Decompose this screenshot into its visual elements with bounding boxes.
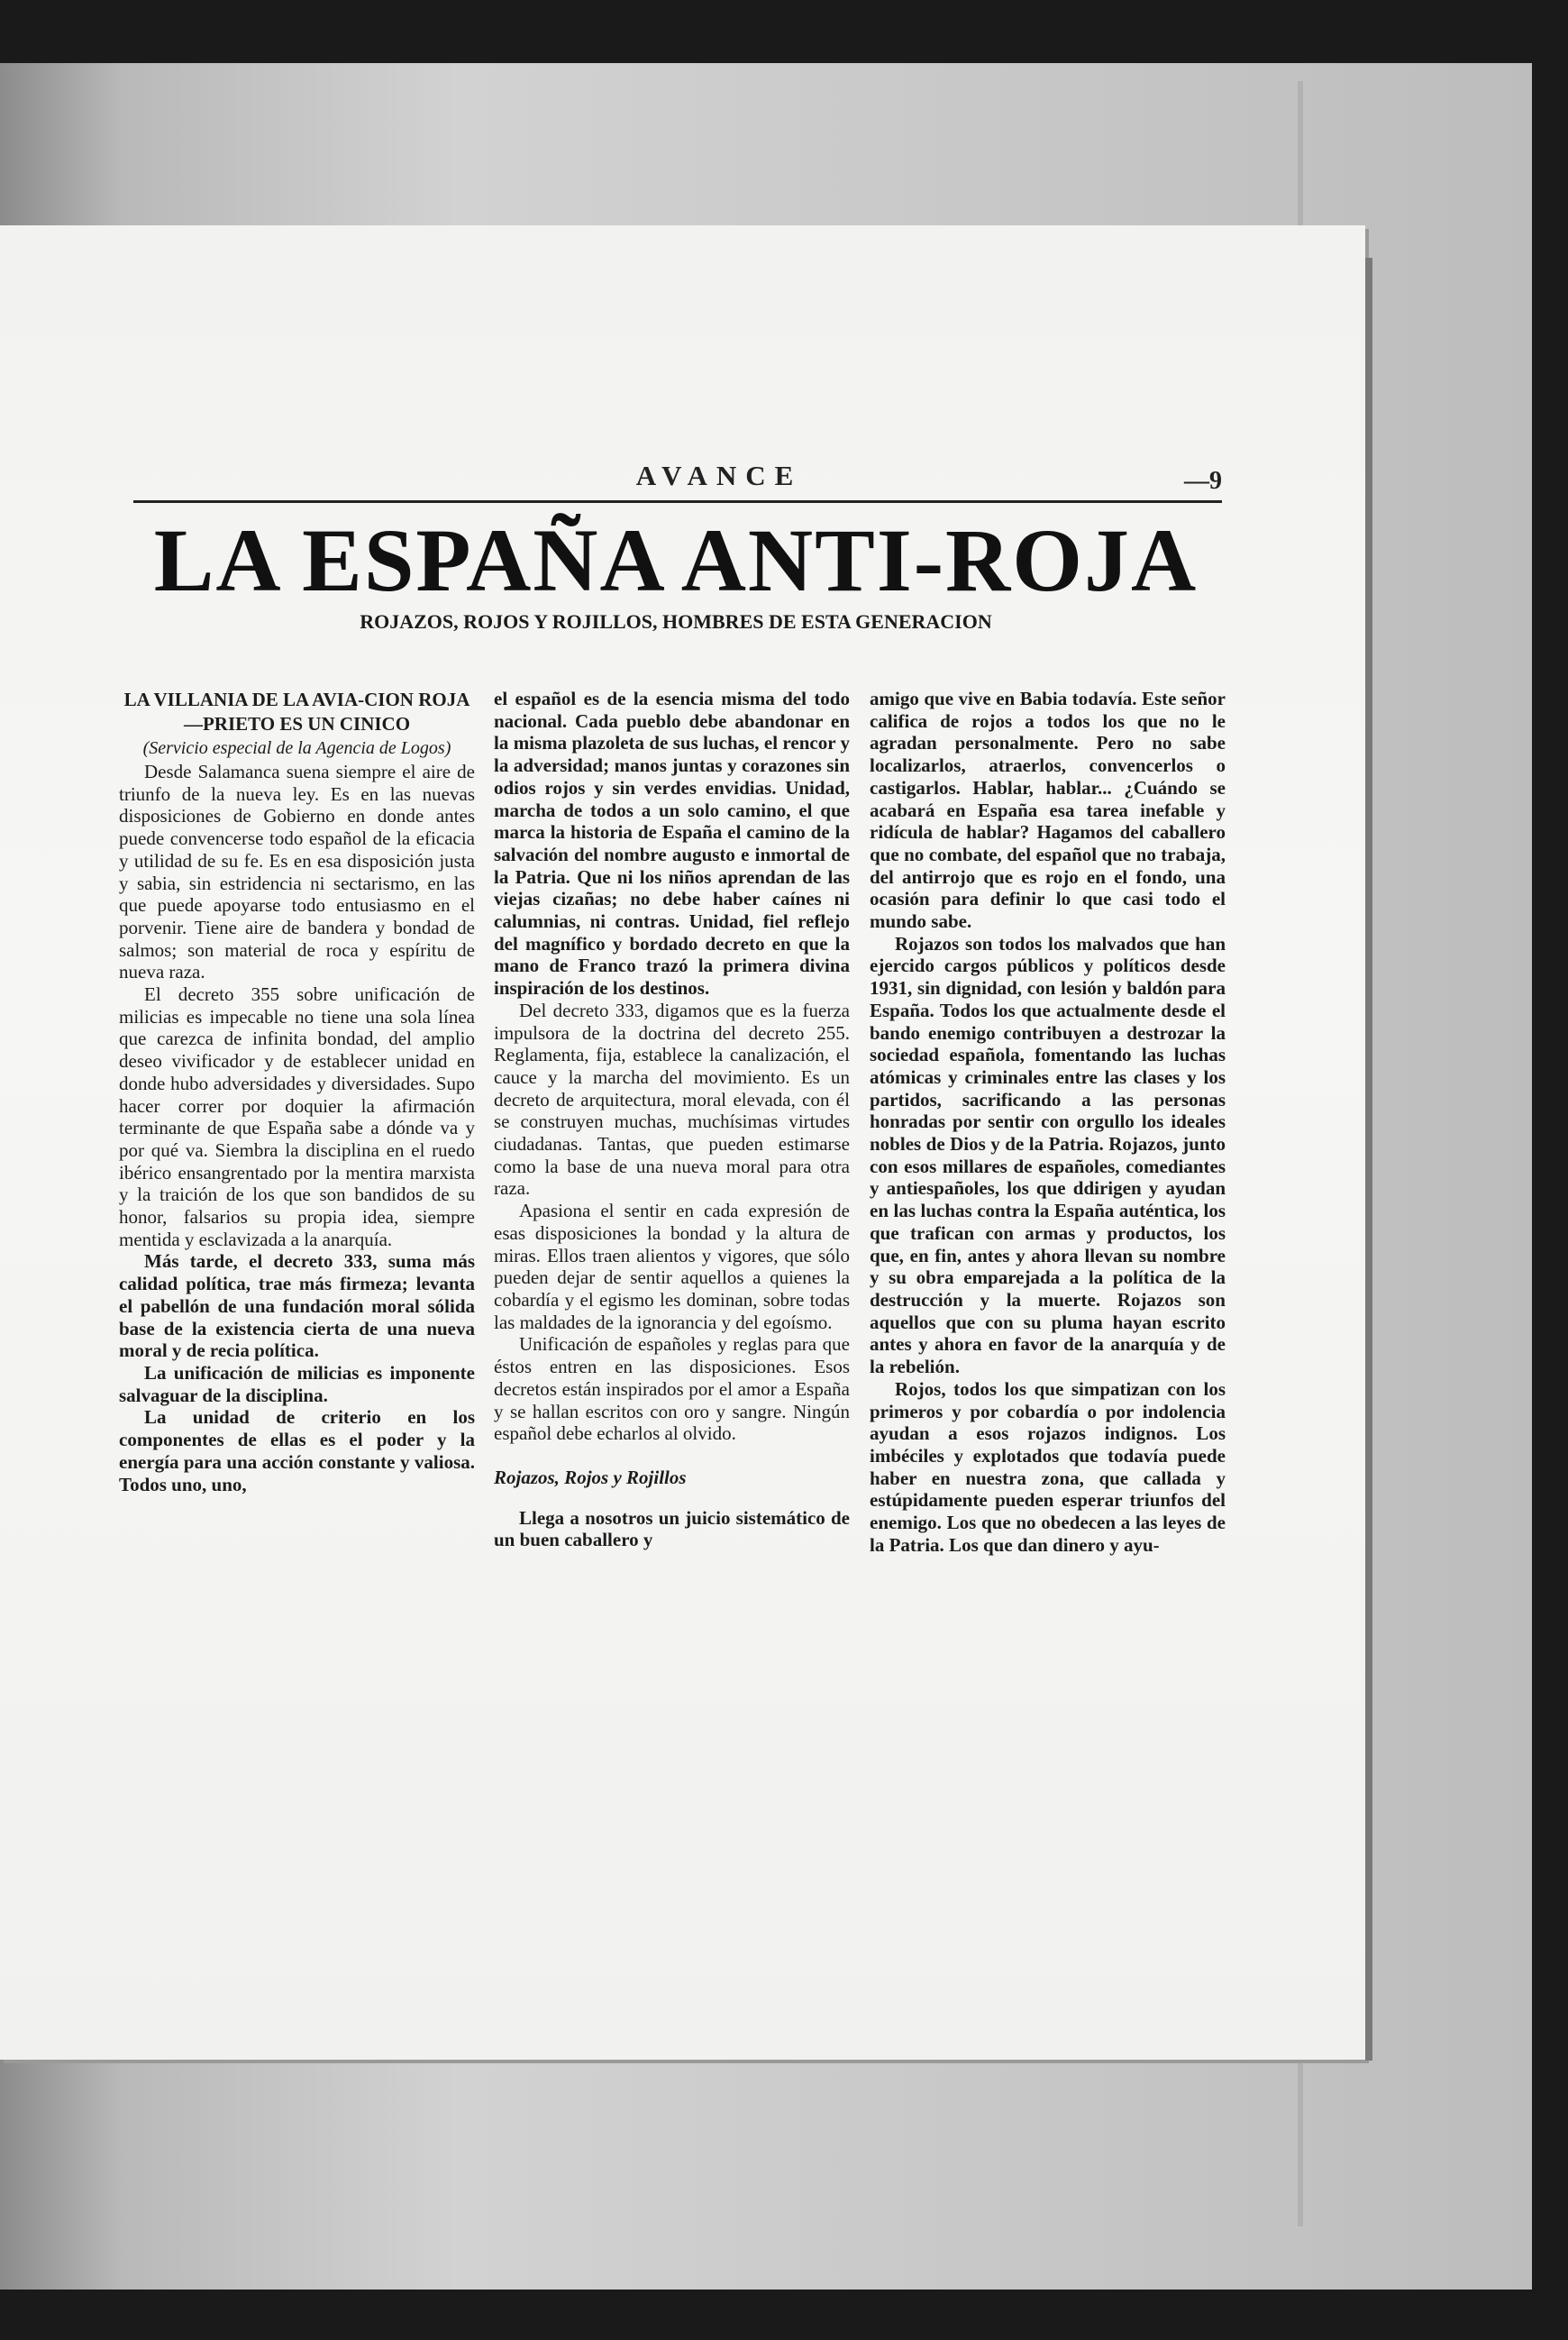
column-3	[870, 688, 1226, 1556]
article-title: LA VILLANIA DE LA AVIA-CION ROJA—PRIETO ES UN CINICO	[123, 689, 470, 735]
subsection-heading: Rojazos, Rojos y Rojillos	[494, 1466, 687, 1488]
paragraph: Apasiona el sentir en cada expresión de esas disposiciones la bondad y la altura de miras. Ellos traen alientos y vigores, que sólo pueden dejar de sentir aquellos a quienes la cobardía y el egismo les dominan, sobre todas las maldades de la ignorancia y del egoísmo.	[494, 1200, 850, 1333]
paragraph: Rojos, todos los que simpatizan con los primeros y por cobardía o por indolencia ayudan a esos rojazos indignos. Los imbéciles y explotados que todavía puede haber en nuestra zona, que callada y estúpidamente pueden esperar triunfos del enemigo. Los que no obedecen a las leyes de la Patria. Los que dan dinero y ayu-	[870, 1377, 1226, 1556]
column-2	[494, 688, 850, 1551]
headline: LA ESPAÑA ANTI-ROJA	[153, 510, 1199, 610]
column-1	[119, 688, 475, 1495]
paragraph: El decreto 355 sobre unificación de milicias es impecable no tiene una sola línea que carezca de infinita bondad, del amplio deseo vivificador y de establecer unidad en donde hubo adversidades y diversidades. Supo hacer correr por doquier la afirmación terminante de que España sabe a dónde va y por qué va. Siembra la disciplina en el ruedo ibérico ensangrentado por la mentira marxista y la traición de los que son bandidos de su honor, falsarios su propia idea, siempre mentida y esclavizada a la anarquía.	[119, 983, 475, 1250]
paragraph: Desde Salamanca suena siempre el aire de triunfo de la nueva ley. Es en las nuevas disposiciones de Gobierno en donde antes puede convencerse todo español de la eficacia y utilidad de su fe. Es en esa disposición justa y sabia, sin estridencia ni sectarismo, en las que puede apoyarse todo entusiasmo en el porvenir. Tiene aire de bandera y bondad de salmos; son material de roca y espíritu de nueva raza.	[119, 761, 475, 983]
paragraph: La unidad de criterio en los componentes de ellas es el poder y la energía para una acción constante y valiosa. Todos uno, uno,	[119, 1406, 475, 1495]
paragraph: Rojazos son todos los malvados que han ejercido cargos públicos y políticos desde 1931, sin dignidad, con lesión y baldón para España. Todos los que actualmente desde el bando enemigo contribuyen a destrozar la sociedad española, fomentando las luchas atómicas y criminales entre las clases y los partidos, sacrificando a las personas honradas por sentir con orgullo los ideales nobles de Dios y de la Patria. Rojazos, junto con esos millares de españoles, comediantes y antiespañoles, los que ddirigen y ayudan en las luchas contra la España auténtica, los que trafican con armas y productos, los que, en fin, antes y ahora llevan su nombre y su obra emparejada a la política de la destrucción y la muerte. Rojazos son aquellos que con su pluma hayan escrito antes y ahora en favor de la anarquía y de la rebelión.	[870, 932, 1226, 1378]
paragraph: Llega a nosotros un juicio sistemático de un buen caballero y	[494, 1506, 850, 1551]
masthead	[133, 460, 1222, 503]
paragraph: Unificación de españoles y reglas para que éstos entren en las disposiciones. Esos decretos están inspirados por el amor a España y se hallan escritos con oro y sangre. Ningún español debe echarlos al olvido.	[494, 1333, 850, 1445]
page-edge-shadow	[1365, 258, 1372, 2061]
subheadline: ROJAZOS, ROJOS Y ROJILLOS, HOMBRES DE ESTA GENERACION	[360, 610, 992, 633]
paragraph: amigo que vive en Babia todavía. Este señor califica de rojos a todos los que no le agradan personalmente. Pero no sabe localizarlos, atraerlos, convencerlos o castigarlos. Hablar, hablar... ¿Cuándo se acabará en España esa tarea inefable y ridícula de hablar? Hagamos del caballero que no combate, del español que no trabaja, del antirrojo que es rojo en el fondo, una ocasión para definir lo que casi todo el mundo sabe.	[870, 688, 1226, 933]
page-number: —9	[1184, 467, 1222, 495]
publication-name: AVANCE	[635, 460, 803, 491]
paragraph: La unificación de milicias es imponente salvaguar de la disciplina.	[119, 1361, 475, 1406]
paragraph: Del decreto 333, digamos que es la fuerza impulsora de la doctrina del decreto 255. Reglamenta, fija, establece la canalización, el cauce y la marcha del movimiento. Es un decreto de arquitectura, moral elevada, con él se construyen muchas, muchísimas virtudes ciudadanas. Tantas, que pueden estimarse como la base de una nueva moral para otra raza.	[494, 999, 850, 1200]
article-byline: (Servicio especial de la Agencia de Logos)	[142, 738, 451, 758]
paragraph: Más tarde, el decreto 333, suma más calidad política, trae más firmeza; levanta el pabellón de una fundación moral sólida base de la existencia cierta de una nueva moral y de recia política.	[119, 1250, 475, 1362]
paragraph: el español es de la esencia misma del todo nacional. Cada pueblo debe abandonar en la misma plazoleta de sus luchas, el rencor y la adversidad; manos juntas y corazones sin odios rojos y sin verdes envidias. Unidad, marcha de todos a un solo camino, el que marca la historia de España el camino de la salvación del nombre augusto e inmortal de la Patria. Que ni los niños aprendan de las viejas cizañas; no debe haber caínes ni calumnias, ni contras. Unidad, fiel reflejo del magnífico y bordado decreto en que la mano de Franco trazó la primera divina inspiración de los destinos.	[494, 688, 850, 1000]
